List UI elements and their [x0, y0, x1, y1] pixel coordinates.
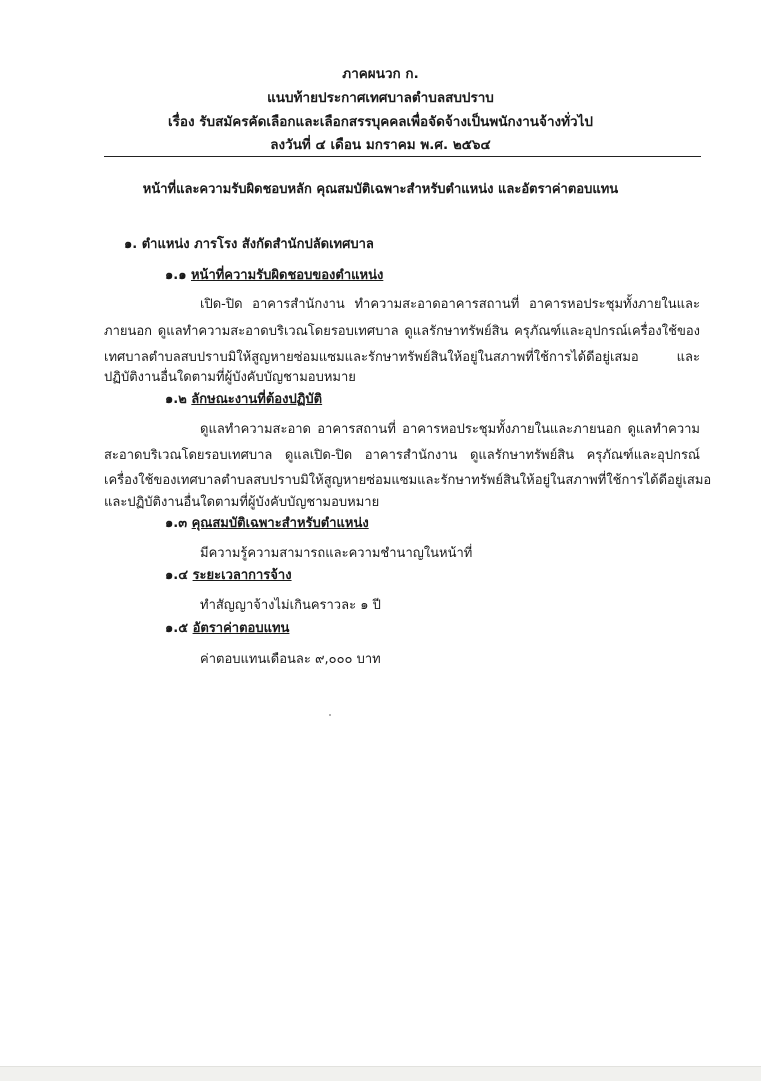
- section-number: ๑.๔: [165, 568, 189, 583]
- paragraph-line: มีความรู้ความสามารถและความชำนาญในหน้าที่: [200, 546, 473, 561]
- scan-speck: [329, 714, 331, 716]
- section-heading: [165, 514, 369, 534]
- paragraph-line: ดูแลทำความสะอาด อาคารสถานที่ อาคารหอประชุมทั้งภายในและภายนอก ดูแลทำความ: [200, 422, 700, 437]
- date-line: ลงวันที่ ๔ เดือน มกราคม พ.ศ. ๒๕๖๔: [270, 137, 491, 153]
- position-heading: ๑. ตำแหน่ง ภารโรง สังกัดสำนักปลัดเทศบาล: [124, 237, 374, 252]
- section-heading: [165, 390, 322, 410]
- section-heading: [165, 266, 383, 286]
- paragraph-line: เทศบาลตำบลสบปราบมิให้สูญหายซ่อมแซมและรักษาทรัพย์สินให้อยู่ในสภาพที่ใช้การได้ดีอยู่เสมอ และ: [104, 350, 700, 365]
- paragraph-line: ปฏิบัติงานอื่นใดตามที่ผู้บังคับบัญชามอบหมาย: [104, 370, 356, 385]
- section-title: หน้าที่ความรับผิดชอบของตำแหน่ง: [190, 268, 384, 283]
- section-heading: [165, 619, 289, 639]
- attachment-line: แนบท้ายประกาศเทศบาลตำบลสบปราบ: [267, 90, 494, 106]
- section-number: ๑.๓: [165, 516, 188, 531]
- section-title: คุณสมบัติเฉพาะสำหรับตำแหน่ง: [191, 516, 369, 531]
- page-bottom-edge: [0, 1066, 761, 1081]
- section-title: ลักษณะงานที่ต้องปฏิบัติ: [191, 392, 323, 407]
- paragraph-line: เปิด-ปิด อาคารสำนักงาน ทำความสะอาดอาคารสถานที่ อาคารหอประชุมทั้งภายในและ: [200, 297, 700, 312]
- paragraph-line: ภายนอก ดูแลทำความสะอาดบริเวณโดยรอบเทศบาล ดูแลรักษาทรัพย์สิน ครุภัณฑ์และอุปกรณ์เครื่องใช้ของ: [104, 324, 700, 339]
- paragraph-line: ค่าตอบแทนเดือนละ ๙,๐๐๐ บาท: [200, 652, 381, 667]
- paragraph-line: สะอาดบริเวณโดยรอบเทศบาล ดูแลเปิด-ปิด อาคารสำนักงาน ดูแลรักษาทรัพย์สิน ครุภัณฑ์และอุปกรณ์: [104, 448, 700, 463]
- section-title: ระยะเวลาการจ้าง: [192, 568, 292, 583]
- paragraph-line: ทำสัญญาจ้างไม่เกินคราวละ ๑ ปี: [200, 598, 381, 613]
- header-divider: [104, 156, 701, 157]
- subject-line: เรื่อง รับสมัครคัดเลือกและเลือกสรรบุคคลเพื่อจัดจ้างเป็นพนักงานจ้างทั่วไป: [168, 114, 593, 130]
- paragraph-line: และปฏิบัติงานอื่นใดตามที่ผู้บังคับบัญชามอบหมาย: [104, 495, 380, 510]
- section-heading: [165, 566, 292, 586]
- document-subtitle: หน้าที่และความรับผิดชอบหลัก คุณสมบัติเฉพาะสำหรับตำแหน่ง และอัตราค่าตอบแทน: [142, 182, 619, 197]
- paragraph-line: เครื่องใช้ของเทศบาลตำบลสบปราบมิให้สูญหายซ่อมแซมและรักษาทรัพย์สินให้อยู่ในสภาพที่ใช้การได้ดีอยู่เสมอ: [104, 473, 712, 488]
- section-title: อัตราค่าตอบแทน: [192, 621, 290, 636]
- section-number: ๑.๒: [165, 392, 187, 407]
- appendix-title: ภาคผนวก ก.: [342, 66, 419, 82]
- section-number: ๑.๕: [165, 621, 189, 636]
- section-number: ๑.๑: [165, 268, 187, 283]
